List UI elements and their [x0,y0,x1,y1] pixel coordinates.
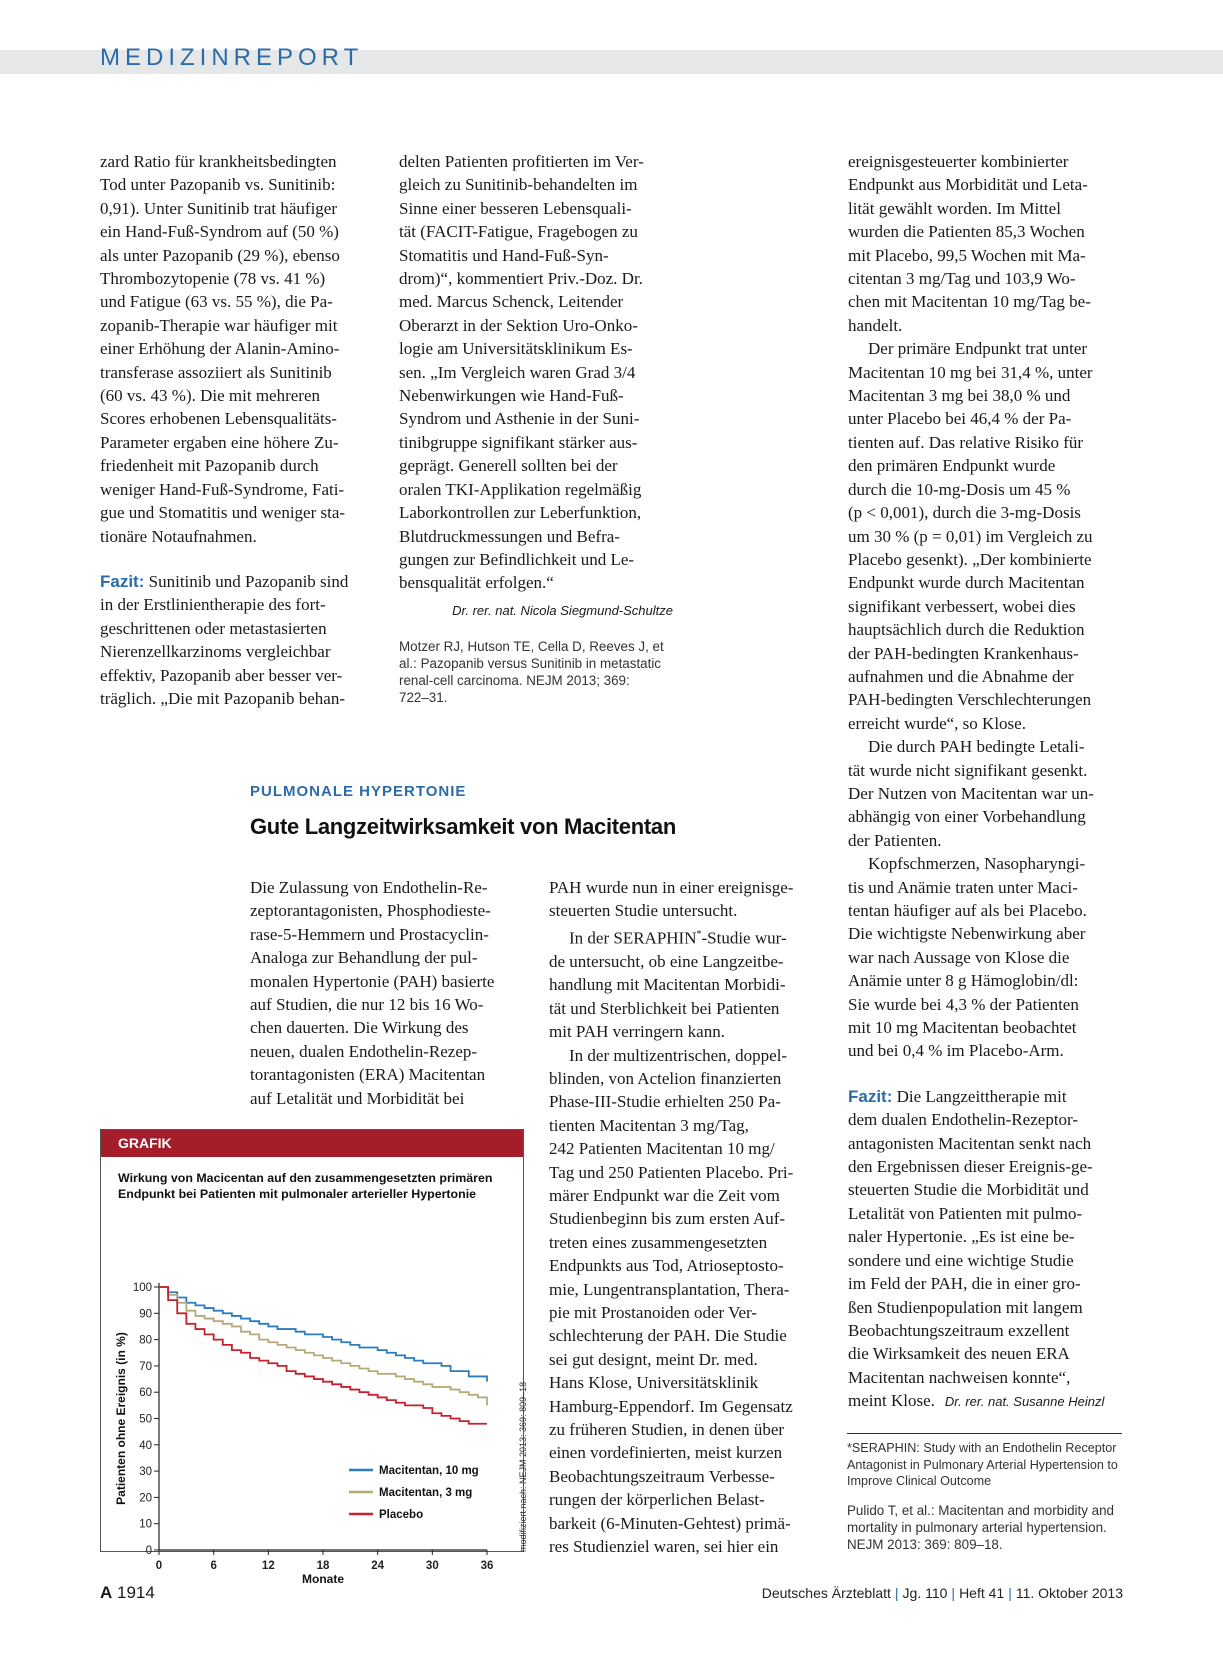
text-line: den Ergebnissen dieser Ereignis-ge- [848,1157,1093,1177]
text-line: bensqualität erfolgen.“ [399,573,554,593]
article1-col2-text [399,150,673,595]
article2-headline: Gute Langzeitwirksamkeit von Macitentan [250,814,676,839]
article1-author: Dr. rer. nat. Nicola Siegmund-Schultze [452,602,673,618]
page-number: A 1914 [100,1583,155,1602]
text-line: Blutdruckmessungen und Befra- [399,526,620,546]
article2-col1-text [250,876,524,1110]
text-line: mit Placebo, 99,5 Wochen mit Ma- [848,245,1086,265]
text-line: durch die 10-mg-Dosis um 45 % [848,479,1071,499]
text-line: drom)“, kommentiert Priv.-Doz. Dr. [399,269,643,289]
x-tick-label: 36 [480,1560,494,1572]
legend-label: Macitentan, 10 mg [379,1465,479,1477]
y-tick-label: 30 [139,1466,152,1479]
series-line [159,1287,487,1405]
article1-column-2 [399,150,673,706]
journal-issue: Heft 41 [959,1585,1005,1601]
article2-col2-paragraph-1 [549,876,823,923]
text-line: handelt. [848,315,903,335]
text-line: Die Zulassung von Endothelin-Re- [250,878,488,897]
text-line: Die Langzeittherapie mit [892,1086,1067,1106]
text-line: antagonisten Macitentan senkt nach [848,1133,1092,1153]
y-tick-label: 10 [139,1518,152,1531]
legend-label: Placebo [379,1509,424,1521]
text-line: Beobachtungszeitraum Verbesse- [549,1466,775,1486]
text-line: Letalität von Patienten mit pulmo- [848,1203,1083,1223]
grafik-label: GRAFIK [101,1130,523,1157]
text-line: in der Erstlinientherapie des fort- [100,595,326,615]
text-line: Tod unter Pazopanib vs. Sunitinib: [100,175,336,195]
text-line: naler Hypertonie. „Es ist eine be- [848,1227,1075,1247]
text-line: als unter Pazopanib (29 %), ebenso [100,245,340,265]
fazit-label: Fazit: [848,1086,893,1106]
text-line: tienten Macitentan 3 mg/Tag, [549,1115,749,1135]
text-line: und bei 0,4 % im Placebo-Arm. [848,1041,1064,1061]
text-line: tionäre Notaufnahmen. [100,526,257,546]
article2-column-3 [848,150,1122,1414]
y-tick-label: 70 [139,1360,152,1373]
text-line: de untersucht, ob eine Langzeitbe- [549,951,784,971]
grafik-source: modifiziert nach: NEJM 2013: 369: 809–18 [518,1381,528,1552]
text-line: Sie wurde bei 4,3 % der Patienten [848,994,1079,1014]
text-line: NEJM 2013: 369: 809–18. [847,1537,1003,1552]
x-axis-label: Monate [302,1572,344,1586]
text-line: Die wichtigste Nebenwirkung aber [848,924,1086,944]
text-line: Studienbeginn bis zum ersten Auf- [549,1209,786,1229]
text-line: Die durch PAH bedingte Letali- [868,737,1085,757]
text-line: renal-cell carcinoma. NEJM 2013; 369: [399,673,630,689]
section-label: MEDIZINREPORT [100,44,364,71]
text-line: Beobachtungszeitraum exzellent [848,1320,1070,1340]
text-line: gleich zu Sunitinib-behandelten im [399,175,638,195]
text-line: sondere und eine wichtige Studie [848,1250,1074,1270]
text-line: Hans Klose, Universitätsklinik [549,1373,759,1393]
text-line: Anämie unter 8 g Hämoglobin/dl: [848,971,1079,991]
footnote-rule [847,1433,1122,1434]
article1-fazit-text [100,572,348,708]
text-line: Macitentan 10 mg bei 31,4 %, unter [848,362,1093,382]
text-line: tis und Anämie traten unter Maci- [848,877,1078,897]
text-line: signifikant verbessert, wobei dies [848,596,1076,616]
text-line: einer Erhöhung der Alanin-Amino- [100,339,340,359]
text-line: aufnahmen und die Abnahme der [848,666,1074,686]
text-line: transferase assoziiert als Sunitinib [100,362,332,382]
y-tick-label: 0 [145,1545,152,1557]
survival-chart [101,1130,525,1586]
text-line: tät wurde nicht signifikant gesenkt. [848,760,1088,780]
text-line: PAH-bedingten Verschlechterungen [848,690,1092,710]
text-line: rase-5-Hemmern und Prostacyclin- [250,924,489,944]
text-line: den primären Endpunkt wurde [848,456,1056,476]
text-line: gungen zur Befindlichkeit und Le- [399,549,635,569]
text-line: der Patienten. [848,830,942,850]
text-line: auf Letalität und Morbidität bei [250,1088,465,1108]
text-line: Endpunkt aus Morbidität und Leta- [848,175,1088,195]
text-line: Macitentan nachweisen konnte“, [848,1367,1071,1387]
text-line: märer Endpunkt war die Zeit vom [549,1185,780,1205]
text-line: mit PAH verringern kann. [549,1022,725,1042]
text-line: tät und Sterblichkeit bei Patienten [549,998,780,1018]
text-line: steuerten Studie die Morbidität und [848,1180,1089,1200]
article2-author: Dr. rer. nat. Susanne Heinzl [944,1394,1105,1410]
text-line: al.: Pazopanib versus Sunitinib in metastatic [399,656,662,672]
text-line: 242 Patienten Macitentan 10 mg/ [549,1139,775,1159]
text-line: schlechterung der PAH. Die Studie [549,1326,787,1346]
text-line: um 30 % (p = 0,01) im Vergleich zu [848,526,1093,546]
text-line: Nierenzellkarzinoms vergleichbar [100,642,331,662]
article1-column-1 [100,150,374,710]
seraphin-star: * [696,928,702,940]
x-tick-label: 12 [261,1560,275,1572]
legend-label: Macitentan, 3 mg [379,1487,473,1499]
article2-column-2 [549,876,823,1558]
text-line: auf Studien, die nur 12 bis 16 Wo- [250,995,484,1015]
article2-col2-paragraph-2 [549,923,823,1044]
text-line: Scores erhobenen Lebensqualitäts- [100,409,337,429]
y-tick-label: 20 [139,1492,152,1505]
text-line: einen vordefinierten, meist kurzen [549,1443,783,1463]
text-line: zeptorantagonisten, Phosphodieste- [250,901,491,921]
text-line: citentan 3 mg/Tag und 103,9 Wo- [848,269,1076,289]
text-line: med. Marcus Schenck, Leitender [399,292,624,312]
text-line: Phase-III-Studie erhielten 250 Pa- [549,1092,781,1112]
text-line: Endpunkt bei Patienten mit pulmonaler arterieller Hypertonie [118,1187,477,1201]
text-line: 0,91). Unter Sunitinib trat häufiger [100,198,338,218]
text-line: blinden, von Actelion finanzierten [549,1068,782,1088]
text-line: geschrittenen oder metastasierten [100,618,327,638]
text-line: Endpunkts aus Tod, Atrioseptosto- [549,1256,784,1276]
article2-col3-paragraph-1 [848,150,1122,337]
text-line: Der primäre Endpunkt trat unter [868,339,1088,359]
text-line: abhängig von einer Vorbehandlung [848,807,1086,827]
journal-volume: Jg. 110 [902,1585,948,1601]
y-tick-label: 40 [139,1439,152,1452]
text-line: Motzer RJ, Hutson TE, Cella D, Reeves J, et [399,639,664,655]
y-tick-label: 90 [139,1308,152,1321]
text-line: (p < 0,001), durch die 3-mg-Dosis [848,503,1081,523]
text-line: Hamburg-Eppendorf. Im Gegensatz [549,1396,793,1416]
article2-kicker: PULMONALE HYPERTONIE [250,783,467,800]
text-line: torantagonisten (ERA) Macitentan [250,1065,486,1085]
text-line: Antagonist in Pulmonary Arterial Hypertension to [847,1457,1118,1472]
journal-name: Deutsches Ärzteblatt [761,1585,891,1601]
text-line: sen. „Im Vergleich waren Grad 3/4 [399,362,636,382]
y-tick-label: 60 [139,1387,152,1400]
y-tick-label: 50 [139,1413,152,1426]
grafik-box [100,1129,524,1586]
y-tick-label: 100 [132,1282,152,1294]
text-line: PAH wurde nun in einer ereignisge- [549,878,794,897]
text-line: mortality in pulmonary arterial hypertension. [847,1520,1107,1535]
seraphin-start: In der SERAPHIN [569,928,697,948]
text-line: weniger Hand-Fuß-Syndrome, Fati- [100,479,345,499]
text-line: zopanib-Therapie war häufiger mit [100,315,338,335]
text-line: Stomatitis und Hand-Fuß-Syn- [399,245,609,265]
journal-footer: Deutsches Ärzteblatt | Jg. 110 | Heft 41 | 11. Oktober 2013 [761,1585,1123,1601]
y-tick-label: 80 [139,1334,152,1347]
text-line: Improve Clinical Outcome [847,1474,992,1488]
text-line: ßen Studienpopulation mit langem [848,1297,1083,1317]
article2-col3-paragraph-4 [848,852,1122,1063]
text-line: Parameter ergaben eine höhere Zu- [100,432,339,452]
text-line: Pulido T, et al.: Macitentan and morbidity and [847,1503,1114,1518]
text-line: ein Hand-Fuß-Syndrom auf (50 %) [100,222,339,242]
x-tick-label: 6 [210,1560,217,1572]
text-line: Endpunkt wurde durch Macitentan [848,573,1085,593]
text-line: 722–31. [399,690,448,706]
x-tick-label: 18 [316,1560,330,1572]
text-line: die Wirksamkeit des neuen ERA [848,1344,1070,1364]
journal-date: 11. Oktober 2013 [1015,1585,1123,1601]
text-line: tinibgruppe signifikant stärker aus- [399,432,638,452]
text-line: monalen Hypertonie (PAH) basierte [250,971,495,991]
text-line: logie am Universitätsklinikum Es- [399,339,633,359]
text-line: Sinne einer besseren Lebensquali- [399,198,632,218]
article2-col3-paragraph-3 [848,735,1122,852]
text-line: rungen der körperlichen Belast- [549,1490,765,1510]
text-line: Der Nutzen von Macitentan war un- [848,783,1094,803]
x-tick-label: 30 [425,1560,439,1572]
y-axis-label: Patienten ohne Ereignis (in %) [114,1332,128,1505]
text-line: sei gut designt, meint Dr. med. [549,1349,758,1369]
article1-reference [399,638,673,706]
text-line: friedenheit mit Pazopanib durch [100,456,319,476]
text-line: mie, Lungentransplantation, Thera- [549,1279,790,1299]
article1-col1-text [100,150,374,548]
text-line: Analoga zur Behandlung der pul- [250,948,478,968]
text-line: Wirkung von Macicentan auf den zusammengesetzten primären [118,1171,493,1185]
text-line: Laborkontrollen zur Leberfunktion, [399,503,642,523]
text-line: *SERAPHIN: Study with an Endothelin Receptor [847,1441,1117,1455]
text-line: und Fatigue (63 vs. 55 %), die Pa- [100,292,333,312]
text-line: der PAH-bedingten Krankenhaus- [848,643,1079,663]
text-line: erreicht wurde“, so Klose. [848,713,1026,733]
article2-reference [847,1502,1123,1553]
text-line: Syndrom und Asthenie in der Suni- [399,409,640,429]
text-line: effektiv, Pazopanib aber besser ver- [100,665,343,685]
text-line: hauptsächlich durch die Reduktion [848,620,1085,640]
article2-fazit-text [848,1087,1093,1387]
article2-fazit-last: meint Klose. [848,1391,935,1411]
text-line: neuen, dualen Endothelin-Rezep- [250,1041,478,1061]
text-line: chen dauerten. Die Wirkung des [250,1018,469,1038]
text-line: pie mit Prostanoiden oder Ver- [549,1302,758,1322]
article2-column-1 [250,876,524,1110]
text-line: mit 10 mg Macitentan beobachtet [848,1018,1077,1038]
text-line: gue und Stomatitis und weniger sta- [100,503,346,523]
article1-fazit [100,570,374,710]
article2-col2-paragraph-3 [549,1044,823,1559]
x-tick-label: 24 [371,1560,385,1572]
text-line: Sunitinib und Pazopanib sind [144,571,349,591]
text-line: tät (FACIT-Fatigue, Fragebogen zu [399,222,638,242]
text-line: war nach Aussage von Klose die [848,947,1070,967]
text-line: wurden die Patienten 85,3 Wochen [848,222,1085,242]
text-line: steuerten Studie untersucht. [549,901,738,921]
text-line: Nebenwirkungen wie Hand-Fuß- [399,386,624,406]
fazit-label: Fazit: [100,571,145,591]
text-line: handlung mit Macitentan Morbidi- [549,975,786,995]
article2-col3-paragraph-2 [848,337,1122,735]
text-line: ereignisgesteuerter kombinierter [848,152,1069,171]
text-line: Oberarzt in der Sektion Uro-Onko- [399,315,638,335]
text-line: träglich. „Die mit Pazopanib behan- [100,688,345,708]
seraphin-rest: -Studie wur- [701,928,787,948]
text-line: Kopfschmerzen, Nasopharyngi- [868,854,1086,874]
seraphin-footnote [847,1440,1123,1490]
text-line: (60 vs. 43 %). Die mit mehreren [100,386,320,406]
text-line: Thrombozytopenie (78 vs. 41 %) [100,269,326,289]
article2-fazit [848,1085,1122,1414]
text-line: oralen TKI-Applikation regelmäßig [399,479,642,499]
text-line: lität gewählt worden. Im Mittel [848,198,1061,218]
text-line: tienten auf. Das relative Risiko für [848,432,1084,452]
text-line: delten Patienten profitierten im Ver- [399,152,644,171]
text-line: chen mit Macitentan 10 mg/Tag be- [848,292,1091,312]
text-line: Macitentan 3 mg bei 38,0 % und [848,386,1071,406]
text-line: dem dualen Endothelin-Rezeptor- [848,1110,1079,1130]
text-line: geprägt. Generell sollten bei der [399,456,618,476]
text-line: im Feld der PAH, die in einer gro- [848,1274,1081,1294]
text-line: Placebo gesenkt). „Der kombinierte [848,549,1092,569]
text-line: zard Ratio für krankheitsbedingten [100,152,337,171]
text-line: In der multizentrischen, doppel- [569,1045,788,1065]
text-line: res Studienziel waren, sei hier ein [549,1537,779,1557]
x-tick-label: 0 [155,1560,163,1572]
text-line: unter Placebo bei 46,4 % der Pa- [848,409,1072,429]
text-line: treten eines zusammengesetzten [549,1232,768,1252]
text-line: zu früheren Studien, in denen über [549,1420,785,1439]
text-line: tentan häufiger auf als bei Placebo. [848,901,1087,920]
text-line: barkeit (6-Minuten-Gehtest) primä- [549,1513,791,1533]
text-line: Tag und 250 Patienten Placebo. Pri- [549,1162,794,1182]
